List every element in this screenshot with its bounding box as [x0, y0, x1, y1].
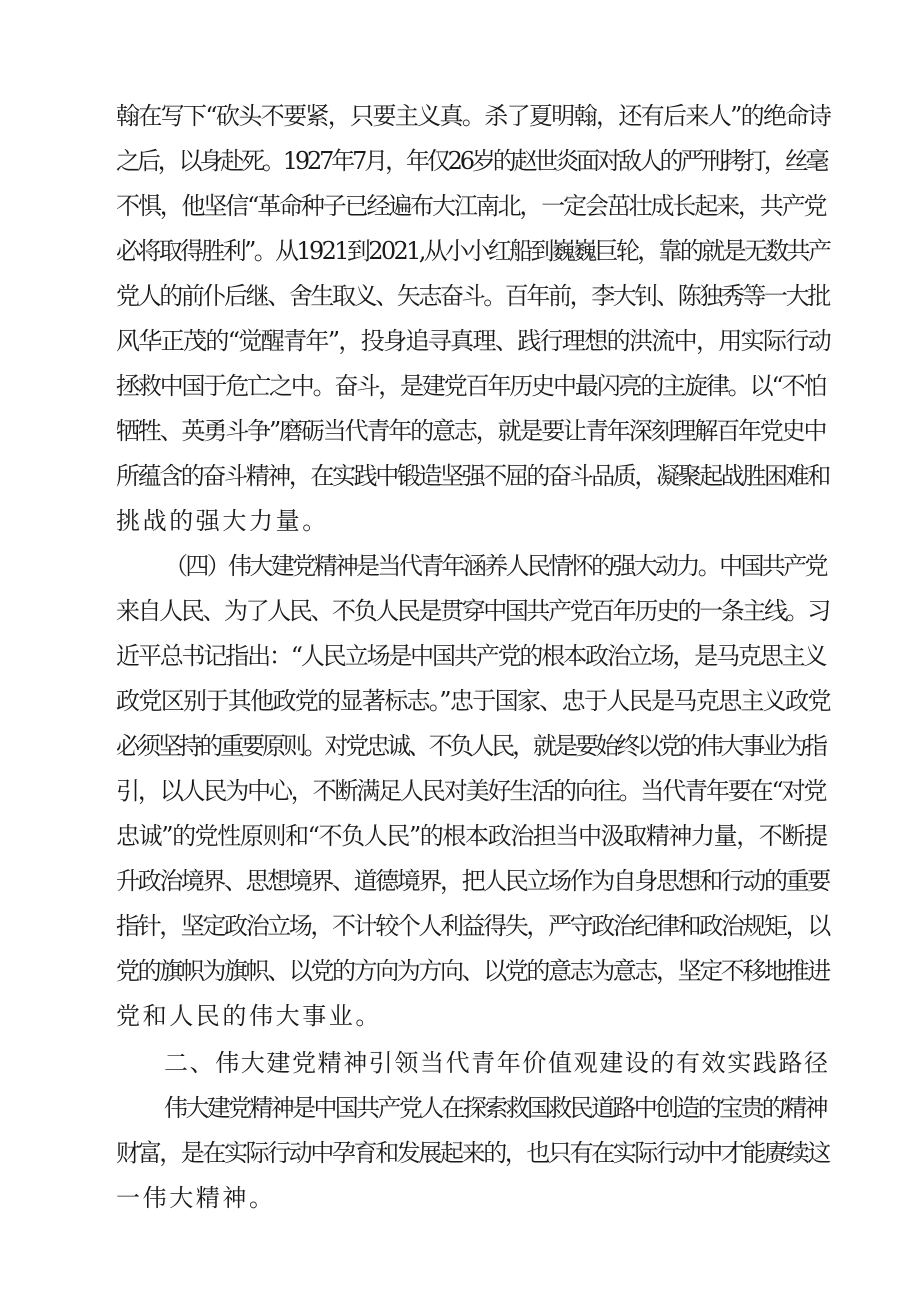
- paragraph-2-line-9: 指针，坚定政治立场，不计较个人利益得失，严守政治纪律和政治规矩，以: [116, 912, 829, 940]
- paragraph-2-line-11: 党和人民的伟大事业。: [116, 1002, 382, 1030]
- paragraph-2-line-5: 必须坚持的重要原则。对党忠诚、不负人民，就是要始终以党的伟大事业为指: [116, 732, 825, 760]
- paragraph-1-line-6: 风华正茂的“觉醒青年”，投身追寻真理、践行理想的洪流中，用实际行动: [116, 327, 831, 355]
- paragraph-1-line-9: 所蕴含的奋斗精神，在实践中锻造坚强不屈的奋斗品质，凝聚起战胜困难和: [116, 462, 829, 490]
- paragraph-2-line-7: 忠诚”的党性原则和“不负人民”的根本政治担当中汲取精神力量，不断提: [116, 822, 827, 850]
- paragraph-2-line-1: （四）伟大建党精神是当代青年涵养人民情怀的强大动力。中国共产党: [164, 552, 826, 580]
- paragraph-1-line-5: 党人的前仆后继、舍生取义、矢志奋斗。百年前，李大钊、陈独秀等一大批: [116, 282, 829, 310]
- paragraph-1-line-8: 牺牲、英勇斗争”磨砺当代青年的意志，就是要让青年深刻理解百年党史中: [116, 417, 826, 445]
- paragraph-2-line-6: 引，以人民为中心，不断满足人民对美好生活的向往。当代青年要在“对党: [116, 777, 826, 805]
- paragraph-1-line-1: 翰在写下“砍头不要紧，只要主义真。杀了夏明翰，还有后来人”的绝命诗: [116, 102, 831, 130]
- paragraph-2-line-10: 党的旗帜为旗帜、以党的方向为方向、以党的意志为意志，坚定不移地推进: [116, 957, 829, 985]
- paragraph-3-line-1: 伟大建党精神是中国共产党人在探索救国救民道路中创造的宝贵的精神: [164, 1094, 826, 1122]
- paragraph-1-line-10: 挑战的强大力量。: [116, 507, 329, 535]
- paragraph-2-line-2: 来自人民、为了人民、不负人民是贯穿中国共产党百年历史的一条主线。习: [116, 597, 829, 625]
- paragraph-2-line-8: 升政治境界、思想境界、道德境界，把人民立场作为自身思想和行动的重要: [116, 867, 829, 895]
- paragraph-1-line-2: 之后，以身赴死。1927年7月，年仅26岁的赵世炎面对敌人的严刑拷打，丝毫: [116, 147, 827, 175]
- paragraph-1-line-4: 必将取得胜利”。从1921到2021,从小小红船到巍巍巨轮，靠的就是无数共产: [116, 237, 830, 265]
- section-heading: 二、伟大建党精神引领当代青年价值观建设的有效实践路径: [164, 1049, 830, 1077]
- paragraph-2-line-3: 近平总书记指出：“人民立场是中国共产党的根本政治立场，是马克思主义: [116, 642, 826, 670]
- paragraph-3-line-2: 财富，是在实际行动中孕育和发展起来的，也只有在实际行动中才能赓续这: [116, 1139, 829, 1167]
- paragraph-2-line-4: 政党区别于其他政党的显著标志。”忠于国家、忠于人民是马克思主义政党: [116, 687, 830, 715]
- paragraph-1-line-7: 拯救中国于危亡之中。奋斗，是建党百年历史中最闪亮的主旋律。以“不怕: [116, 372, 826, 400]
- paragraph-1-line-3: 不惧，他坚信“革命种子已经遍布大江南北，一定会茁壮成长起来，共产党: [116, 192, 826, 220]
- paragraph-3-line-3: 一伟大精神。: [116, 1184, 276, 1212]
